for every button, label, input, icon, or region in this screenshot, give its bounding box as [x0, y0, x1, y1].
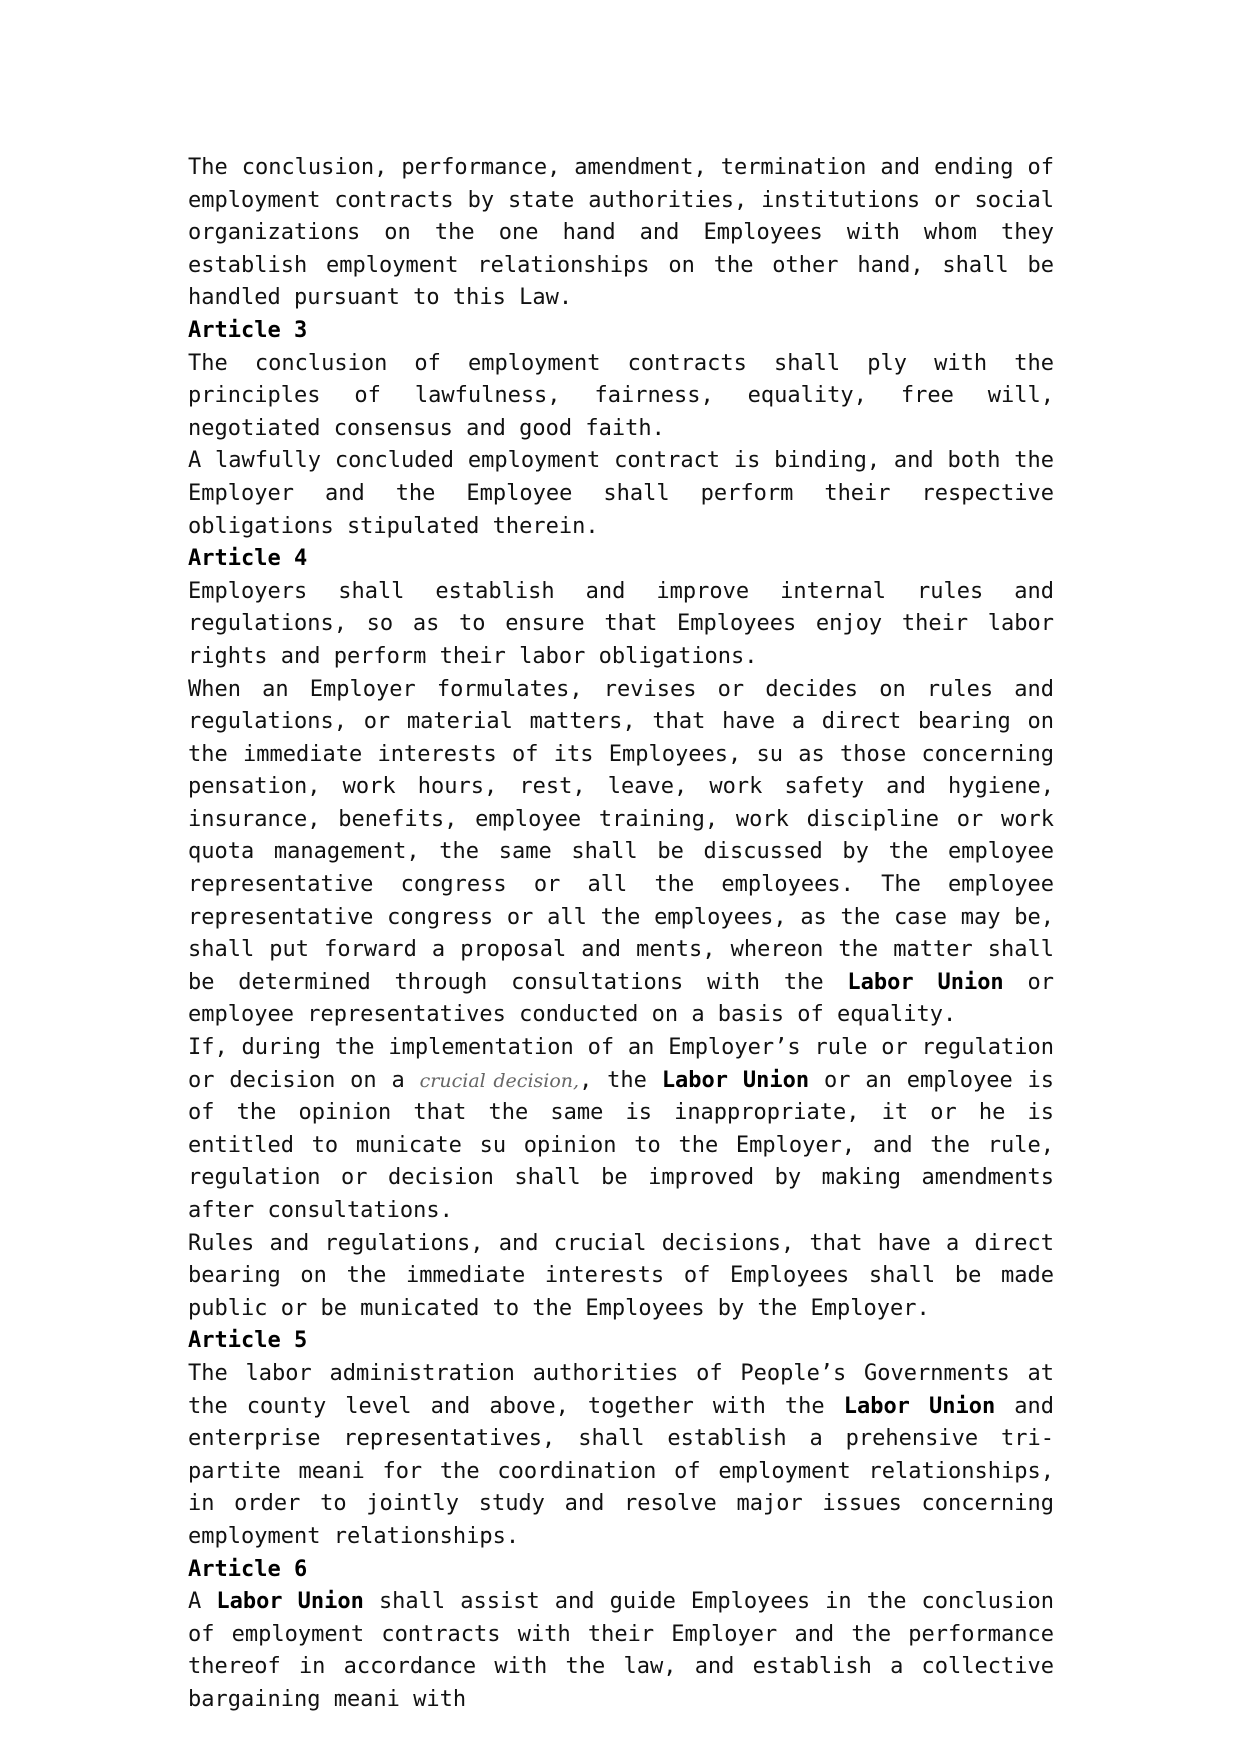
article-4-paragraph-4: Rules and regulations, and crucial decisions, that have a direct bearing on the immediate interests of Employees shall be made public or be municated to the Employees by the Employer. [188, 1230, 1054, 1321]
article-5-paragraph-1-text-b: and enterprise representatives, shall establish a prehensive tri-partite meani for the coordination of employment relationships, in order to jointly study and resolve major issues concerning employment relationships. [188, 1393, 1054, 1549]
labor-union-term: Labor Union [661, 1067, 810, 1093]
labor-union-term: Labor Union [847, 969, 1004, 995]
article-5-paragraph-1 [188, 1358, 1054, 1554]
article-6-paragraph-1 [188, 1586, 1054, 1716]
document-body [188, 152, 1054, 1717]
article-4-paragraph-2 [188, 674, 1054, 1033]
article-3-paragraph-1: The conclusion of employment contracts shall ply with the principles of lawfulness, fairness, equality, free will, negotiated consensus and good faith. [188, 350, 1054, 441]
crucial-decision-annotation: crucial decision, [419, 1069, 580, 1092]
article-4-paragraph-3-text-b: , the [579, 1067, 647, 1093]
article-4-paragraph-3 [188, 1032, 1054, 1228]
article-4-paragraph-2-text-a: When an Employer formulates, revises or decides on rules and regulations, or material matters, that have a direct bearing on the immediate interests of its Employees, su as those concerning pensation, work hours, rest, leave, work safety and hygiene, insurance, benefits, employee training, work discipline or work quota management, the same shall be discussed by the employee representative congress or all the employees. The employee representative congress or all the employees, as the case may be, shall put forward a proposal and ments, whereon the matter shall be determined through consultations with the [188, 676, 1054, 995]
article-4-heading: Article 4 [188, 546, 308, 572]
labor-union-term: Labor Union [843, 1393, 996, 1419]
article-3-paragraph-2: A lawfully concluded employment contract is binding, and both the Employer and the Employee shall perform their respective obligations stipulated therein. [188, 448, 1054, 539]
intro-paragraph: The conclusion, performance, amendment, termination and ending of employment contracts by state authorities, institutions or social organizations on the one hand and Employees with whom they establish employment relationships on the other hand, shall be handled pursuant to this Law. [188, 155, 1054, 311]
article-4-paragraph-3-text-a: If, during the implementation of an Employer’s rule or regulation or decision on a [188, 1035, 1054, 1093]
article-6-paragraph-1-text-b: shall assist and guide Employees in the conclusion of employment contracts with their Employer and the performance thereof in accordance with the law, and establish a collective bargaining meani with [188, 1589, 1054, 1712]
article-4-paragraph-1: Employers shall establish and improve internal rules and regulations, so as to ensure that Employees enjoy their labor rights and perform their labor obligations. [188, 578, 1054, 669]
article-6-paragraph-1-text-a: A [188, 1589, 202, 1615]
article-3-heading: Article 3 [188, 317, 308, 343]
article-5-heading: Article 5 [188, 1328, 308, 1354]
article-5-paragraph-1-text-a: The labor administration authorities of People’s Governments at the county level and above, together with the [188, 1360, 1054, 1419]
article-4-paragraph-3-text-c: or an employee is of the opinion that the same is inappropriate, it or he is entitled to municate su opinion to the Employer, and the rule, regulation or decision shall be improved by making amendments after consultations. [188, 1067, 1055, 1223]
labor-union-term: Labor Union [216, 1589, 364, 1615]
article-6-heading: Article 6 [188, 1556, 308, 1582]
article-4-paragraph-2-text-b: or employee representatives conducted on a basis of equality. [188, 969, 1054, 1028]
